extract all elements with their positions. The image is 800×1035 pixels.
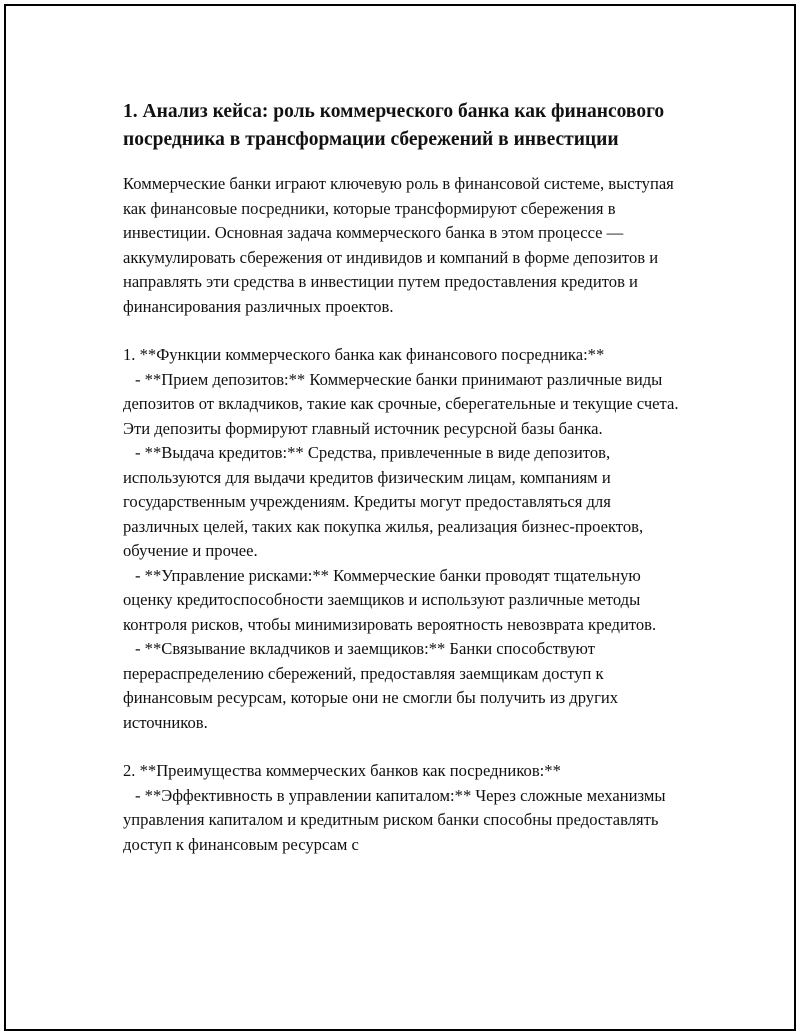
section-functions (123, 343, 691, 735)
document-title: 1. Анализ кейса: роль коммерческого банка как финансового посредника в трансформации сбережений в инвестиции (123, 101, 665, 150)
section-spacer (123, 735, 691, 759)
page-frame (4, 4, 796, 1031)
intro-paragraph: Коммерческие банки играют ключевую роль в финансовой системе, выступая как финансовые посредники, которые трансформируют сбережения в инвестиции. Основная задача коммерческого банка в этом процессе — аккумулировать сбережения от индивидов и компаний в форме депозитов и направлять эти средства в инвестиции путем предоставления кредитов и финансирования различных проектов. (123, 174, 674, 316)
list-item-deposits: - **Прием депозитов:** Коммерческие банки принимают различные виды депозитов от вкладчиков, такие как срочные, сберегательные и текущие счета. Эти депозиты формируют главный источник ресурсной базы банка. (123, 369, 679, 438)
list-item-risk-management: - **Управление рисками:** Коммерческие банки проводят тщательную оценку кредитоспособности заемщиков и используют различные методы контроля рисков, чтобы минимизировать вероятность невозврата кредитов. (123, 565, 657, 634)
section-heading: 2. **Преимущества коммерческих банков как посредников:** (123, 761, 561, 780)
section-advantages (123, 759, 691, 857)
list-item-loans: - **Выдача кредитов:** Средства, привлеченные в виде депозитов, используются для выдачи кредитов физическим лицам, компаниям и государственным учреждениям. Кредиты могут предоставляться для различных целей, таких как покупка жилья, реализация бизнес-проектов, обучение и прочее. (123, 443, 644, 560)
section-heading: 1. **Функции коммерческого банка как финансового посредника:** (123, 345, 605, 364)
list-item-linking: - **Связывание вкладчиков и заемщиков:** Банки способствуют перераспределению сбережений, предоставляя заемщикам доступ к финансовым ресурсам, которые они не смогли бы получить из других источников. (123, 639, 619, 732)
list-item-efficiency: - **Эффективность в управлении капиталом:** Через сложные механизмы управления капиталом и кредитным риском банки способны предоставлять доступ к финансовым ресурсам с (123, 785, 666, 854)
document-body (123, 98, 691, 857)
